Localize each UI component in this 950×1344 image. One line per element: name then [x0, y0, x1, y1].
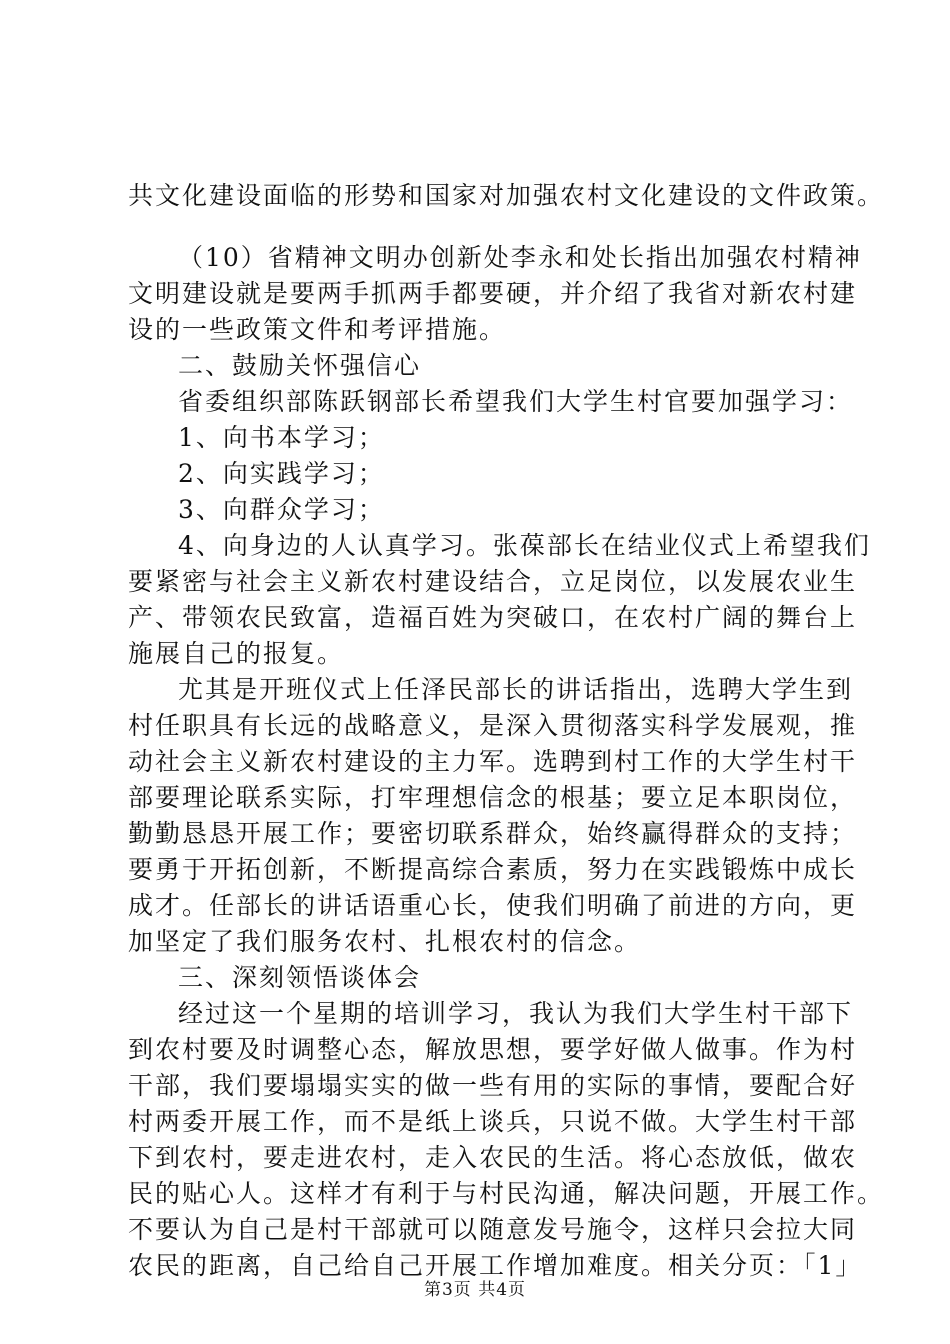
paragraph-line: 要勇于开拓创新，不断提高综合素质，努力在实践锻炼中成长 [128, 855, 858, 884]
paragraph-line: 干部，我们要塌塌实实的做一些有用的实际的事情，要配合好 [128, 1071, 858, 1100]
list-item: 3、向群众学习； [178, 495, 385, 524]
paragraph-line: 到农村要及时调整心态，解放思想，要学好做人做事。作为村 [128, 1035, 858, 1064]
paragraph-line: 产、带领农民致富，造福百姓为突破口，在农村广阔的舞台上 [128, 603, 858, 632]
paragraph-line: 民的贴心人。这样才有利于与村民沟通，解决问题，开展工作。 [128, 1179, 885, 1208]
paragraph-line: 设的一些政策文件和考评措施。 [128, 315, 507, 344]
paragraph-line: 成才。任部长的讲话语重心长，使我们明确了前进的方向，更 [128, 891, 858, 920]
section-heading: 二、鼓励关怀强信心 [178, 351, 422, 380]
paragraph-line: 加坚定了我们服务农村、扎根农村的信念。 [128, 927, 642, 956]
paragraph-line: 农民的距离，自己给自己开展工作增加难度。相关分页：「1」 [128, 1251, 863, 1280]
paragraph-line: 尤其是开班仪式上任泽民部长的讲话指出，选聘大学生到 [178, 675, 854, 704]
paragraph-line: 共文化建设面临的形势和国家对加强农村文化建设的文件政策。 [128, 181, 885, 210]
paragraph-line: 经过这一个星期的培训学习，我认为我们大学生村干部下 [178, 999, 854, 1028]
section-heading: 三、深刻领悟谈体会 [178, 963, 422, 992]
list-item: 2、向实践学习； [178, 459, 385, 488]
paragraph-line: 部要理论联系实际，打牢理想信念的根基；要立足本职岗位， [128, 783, 858, 812]
paragraph-line: 村任职具有长远的战略意义，是深入贯彻落实科学发展观，推 [128, 711, 858, 740]
paragraph-line: 村两委开展工作，而不是纸上谈兵，只说不做。大学生村干部 [128, 1107, 858, 1136]
paragraph-line: 文明建设就是要两手抓两手都要硬，并介绍了我省对新农村建 [128, 279, 858, 308]
paragraph-line: 省委组织部陈跃钢部长希望我们大学生村官要加强学习： [178, 387, 854, 416]
paragraph-line: 施展自己的报复。 [128, 639, 345, 668]
paragraph-line: 动社会主义新农村建设的主力军。选聘到村工作的大学生村干 [128, 747, 858, 776]
list-item: 4、向身边的人认真学习。张葆部长在结业仪式上希望我们 [178, 531, 871, 560]
paragraph-line: 不要认为自己是村干部就可以随意发号施令，这样只会拉大同 [128, 1215, 858, 1244]
paragraph-line: 勤勤恳恳开展工作；要密切联系群众，始终赢得群众的支持； [128, 819, 858, 848]
paragraph-line: 下到农村，要走进农村，走入农民的生活。将心态放低，做农 [128, 1143, 858, 1172]
paragraph-line: 要紧密与社会主义新农村建设结合，立足岗位，以发展农业生 [128, 567, 858, 596]
list-item: 1、向书本学习； [178, 423, 385, 452]
paragraph-line: （10）省精神文明办创新处李永和处长指出加强农村精神 [178, 243, 862, 272]
page-number-footer: 第3页 共4页 [423, 1280, 527, 1300]
